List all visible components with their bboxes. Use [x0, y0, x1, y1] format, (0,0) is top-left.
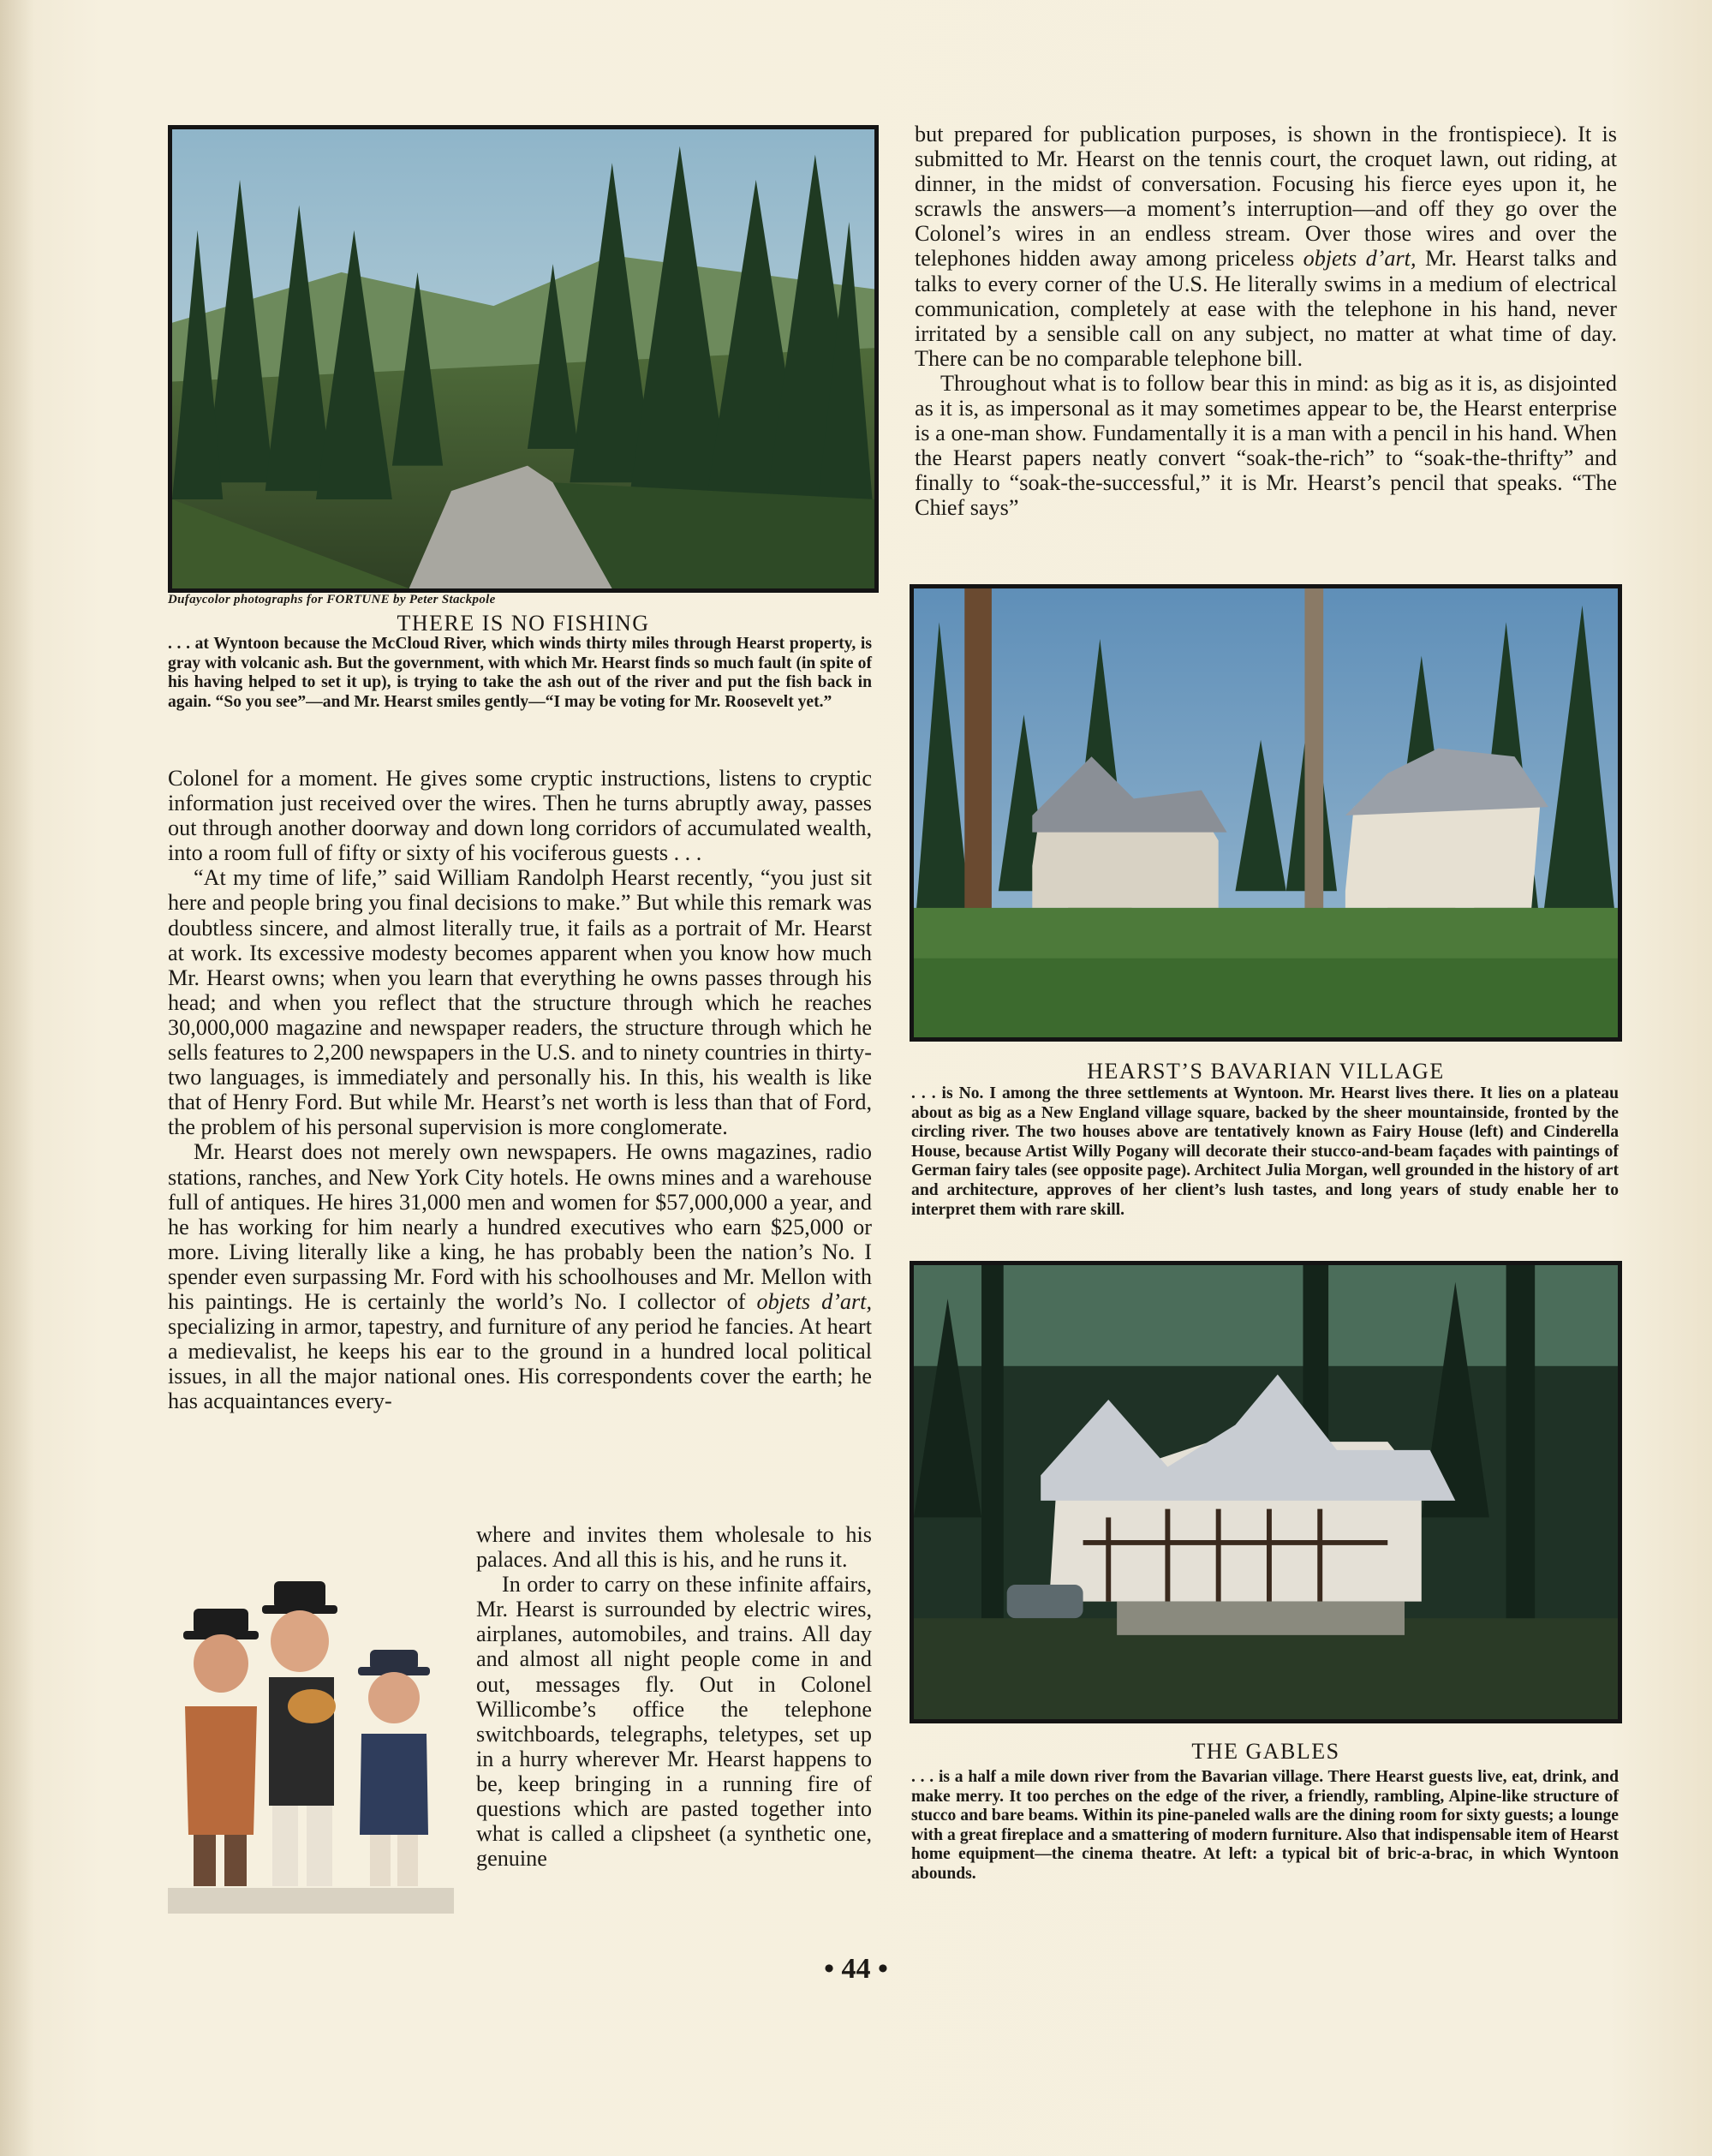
bavarian-caption-body: . . . is No. I among the three settlements at Wyntoon. Mr. Hearst lives there. It lies on a plateau about as big as a New England village square, backed by the sheer mountainside, fronted by the circling river. The two houses above are tentatively known as Fairy House (left) and Cinderella House, because Artist Willy Pogany will decorate their stucco-and-beam façades with paintings of German fairy tales (see opposite page). Architect Julia Morgan, well grounded in the history of art and architecture, approves of her client’s lush tastes, and long years of study enable her to interpret them with rare skill.	[911, 1084, 1619, 1219]
carved-figurines-photo	[168, 1578, 454, 1914]
paragraph-text: but prepared for publication purposes, is shown in the frontispiece). It is submitted to Mr. Hearst on the tennis court, the croquet lawn, out riding, at dinner, in the midst of conversation. Focusing his fierce eyes upon it, he scrawls the answers—a moment’s interruption—and off they go over the Colonel’s wires in an endless stream. Over those wires and over the telephones hidden away among priceless	[915, 122, 1617, 272]
paragraph: In order to carry on these infinite affairs, Mr. Hearst is surrounded by electric wires, airplanes, automobiles, and trains. All day and almost all night people come in and out, messages fly. Out in Colonel Willicombe’s office the telephone switchboards, telegraphs, teletypes, set up in a hurry wherever Mr. Hearst happens to be, keep bringing in a running fire of questions which are pasted together into what is called a clipsheet (a synthetic one, genuine	[476, 1572, 872, 1872]
fishing-caption-title: THERE IS NO FISHING	[397, 611, 650, 636]
paragraph: “At my time of life,” said William Randolph Hearst recently, “you just sit here and people bring you final decisions to make.” But while this remark was doubtless sincere, and almost literally true, it fails as a portrait of Mr. Hearst at work. Its excessive modesty becomes apparent when you know how much Mr. Hearst owns; when you learn that everything he owns passes through his head; and when you reflect that the structure through which he reaches 30,000,000 magazine and newspaper readers, the structure through which he sells features to 2,200 newspapers in the U.S. and to ninety countries in thirty-two languages, is immediately and personally his. In this, his wealth is like that of Henry Ford. But while Mr. Hearst’s net worth is less than that of Ford, the problem of his personal supervision is more conglomerate.	[168, 865, 872, 1140]
paragraph: where and invites them wholesale to his palaces. And all this is his, and he runs it.	[476, 1522, 872, 1573]
bavarian-caption-title: HEARST’S BAVARIAN VILLAGE	[1087, 1059, 1445, 1084]
italic-phrase: objets d’art,	[1303, 246, 1417, 272]
page-number: • 44 •	[824, 1953, 888, 1985]
bavarian-village-photo	[910, 584, 1622, 1042]
left-column-text	[168, 766, 872, 1413]
paragraph-text: Mr. Hearst talks and talks to every corner of the U.S. He literally swims in a medium of electrical communication, completely at ease with the telephone in his hand, never irritated by a sensible call on any subject, no matter at what time of day. There can be no comparable telephone bill.	[915, 246, 1617, 371]
gables-caption-title: THE GABLES	[1191, 1739, 1340, 1764]
page-gutter-shade	[0, 0, 34, 2156]
italic-phrase: objets d’art,	[756, 1288, 872, 1314]
paragraph: Colonel for a moment. He gives some cryptic instructions, listens to cryptic information just received over the wires. Then he turns abruptly away, passes out through another doorway and down long corridors of accumulated wealth, into a room full of fifty or sixty of his vociferous guests . . .	[168, 766, 872, 866]
left-column-wrap-text	[476, 1522, 872, 1871]
paragraph-text: Mr. Hearst does not merely own newspapers. He owns magazines, radio stations, ranches, and New York City hotels. He owns mines and a warehouse full of antiques. He hires 31,000 men and women for $57,000,000 a year, and he has working for him nearly a hundred executives who earn $25,000 or more. Living literally like a king, he has probably been the nation’s No. I spender even surpassing Mr. Ford with his schoolhouses and Mr. Mellon with his paintings. He is certainly the world’s No. I collector of	[168, 1139, 872, 1314]
gables-caption-body: . . . is a half a mile down river from the Bavarian village. There Hearst guests live, eat, drink, and make merry. It too perches on the edge of the river, a friendly, rambling, Alpine-like structure of stucco and bare beams. Within its pine-paneled walls are the dining room for sixty guests; a lounge with a great fireplace and a smattering of modern furniture. Also that indispensable item of Hearst home equipment—the cinema theatre. At left: a typical bit of bric-a-brac, in which Wyntoon abounds.	[911, 1768, 1619, 1883]
fishing-caption-body: . . . at Wyntoon because the McCloud River, which winds thirty miles through Hearst property, is gray with volcanic ash. But the government, with which Mr. Hearst finds so much fault (in spite of his having helped to set it up), is trying to take the ash out of the river and put the fish back in again. “So you see”—and Mr. Hearst smiles gently—“I may be voting for Mr. Roosevelt yet.”	[168, 635, 872, 711]
river-forest-photo	[168, 125, 879, 593]
paragraph: Throughout what is to follow bear this in mind: as big as it is, as disjointed as it is, as impersonal as it may sometimes appear to be, the Hearst enterprise is a one-man show. Fundamentally it is a man with a pencil in his hand. When the Hearst papers neatly convert “soak-the-rich” to “soak-the-thrifty” and finally to “soak-the-successful,” it is Mr. Hearst’s pencil that speaks. “The Chief says”	[915, 370, 1617, 521]
paragraph	[915, 122, 1617, 371]
paragraph-text: specializing in armor, tapestry, and furniture of any period he fancies. At heart a medievalist, he keeps his ear to the ground in a hundred local political issues, in all the major national ones. His correspondents cover the earth; he has acquaintances every-	[168, 1314, 872, 1414]
paragraph	[168, 1139, 872, 1413]
gables-photo	[910, 1261, 1622, 1723]
photo-credit: Dufaycolor photographs for FORTUNE by Peter Stackpole	[168, 593, 496, 606]
right-column-text	[915, 122, 1617, 521]
